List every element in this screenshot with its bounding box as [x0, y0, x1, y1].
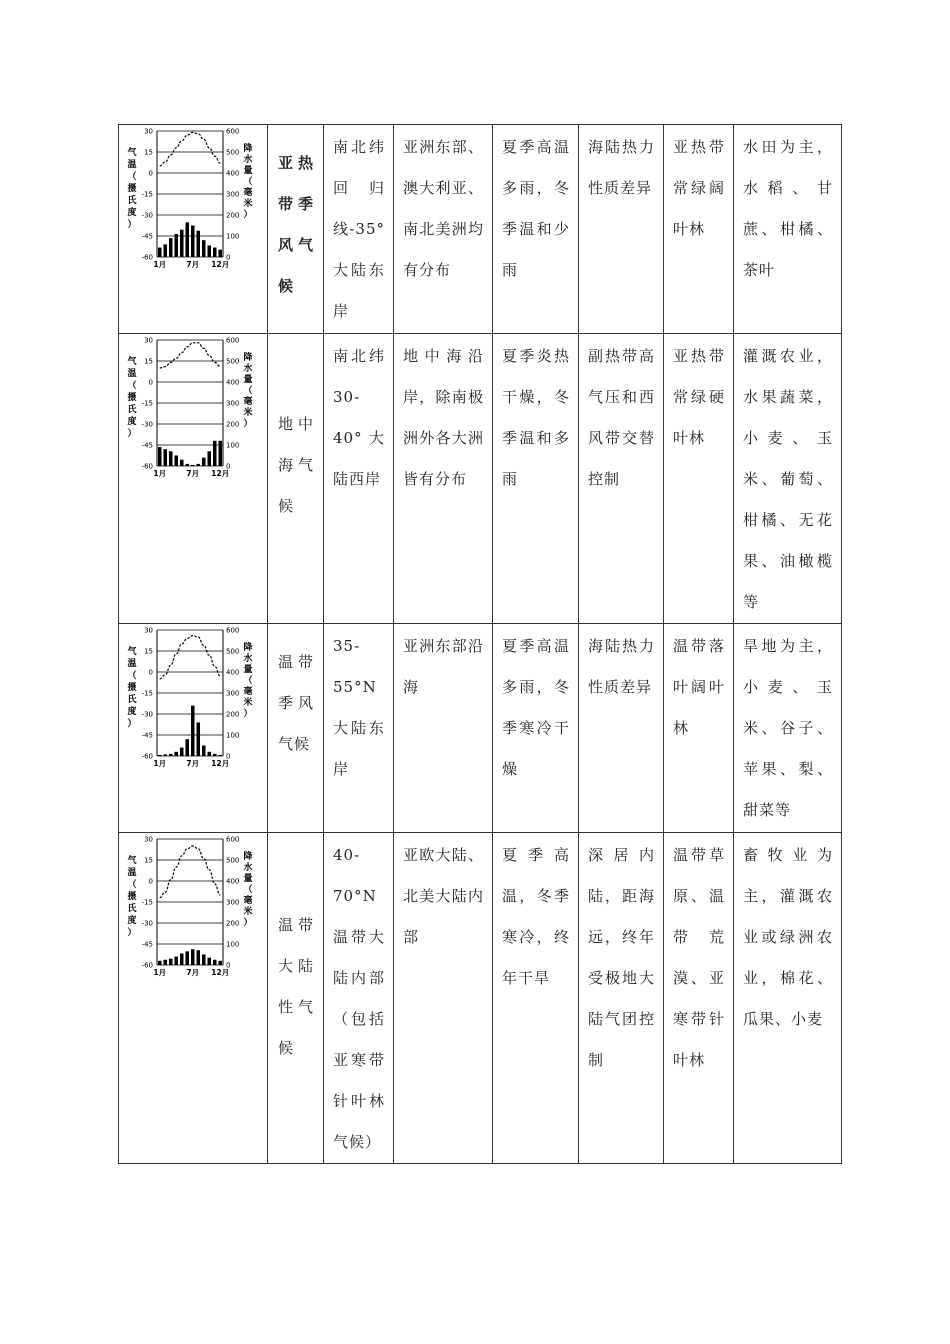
vegetation-cell	[664, 334, 734, 624]
precip-bar	[202, 240, 206, 257]
cause-text: 海陆热力性质差异	[588, 637, 655, 696]
temp-axis-label-char: 摄	[127, 892, 137, 902]
precip-axis-label-char: 量	[243, 375, 253, 385]
precip-tick-label: 600	[226, 835, 240, 844]
temp-axis-label-char: ）	[127, 928, 137, 938]
temp-tick-label: 0	[148, 668, 153, 677]
climate-name-cell	[268, 624, 324, 833]
climate-chart	[119, 624, 267, 816]
precip-tick-label: 100	[226, 232, 240, 241]
temp-axis-label-char: 摄	[127, 683, 137, 693]
temp-axis-label-char: 度	[127, 417, 137, 427]
temp-tick-label: -30	[141, 710, 153, 719]
temp-tick-label: -45	[141, 731, 153, 740]
climate-feature-text: 夏季炎热干燥，冬季温和多雨	[502, 347, 570, 488]
month-label: 12月	[211, 968, 230, 977]
temperature-curve	[160, 343, 221, 368]
climate-feature-cell	[493, 833, 579, 1164]
cause-cell	[579, 833, 664, 1164]
precip-tick-label: 0	[226, 752, 231, 761]
precip-tick-label: 300	[226, 689, 240, 698]
table-row	[119, 125, 842, 334]
cause-cell	[579, 125, 664, 334]
temp-tick-label: 30	[144, 127, 153, 136]
precip-bar	[196, 950, 200, 965]
precip-bar	[202, 458, 206, 466]
precip-bar	[163, 449, 167, 466]
distribution-text: 亚洲东部、澳大利亚、南北美洲均有分布	[403, 138, 484, 279]
location-cell	[324, 334, 394, 624]
precip-bar	[218, 441, 222, 466]
distribution-cell	[394, 125, 493, 334]
vegetation-cell	[664, 833, 734, 1164]
temp-tick-label: -15	[141, 689, 153, 698]
precip-tick-label: 400	[226, 169, 240, 178]
vegetation-cell	[664, 125, 734, 334]
location-text: 40-70°N温带大陆内部（包括亚寒带针叶林气候）	[333, 846, 385, 1151]
temp-axis-label-char: 度	[127, 916, 137, 926]
cause-text: 海陆热力性质差异	[588, 138, 655, 197]
temp-axis-label-char: （	[127, 381, 137, 391]
temp-axis-label-char: 气	[127, 647, 137, 657]
month-label: 7月	[186, 260, 200, 269]
precip-bar	[169, 754, 173, 756]
location-cell	[324, 833, 394, 1164]
temp-axis-label-char: 度	[127, 707, 137, 717]
climate-name: 亚热带季风气候	[278, 154, 314, 295]
temp-axis-label-char: ）	[127, 429, 137, 439]
temp-tick-label: -15	[141, 399, 153, 408]
climate-name-cell	[268, 334, 324, 624]
precip-bar	[174, 234, 178, 257]
precip-tick-label: 200	[226, 420, 240, 429]
temp-tick-label: -60	[141, 961, 153, 970]
precip-bar	[174, 456, 178, 467]
precip-axis-label-char: 量	[243, 166, 253, 176]
precip-axis-label-char: 毫	[243, 397, 253, 407]
temp-tick-label: -60	[141, 752, 153, 761]
agriculture-cell	[734, 125, 842, 334]
month-label: 7月	[186, 968, 200, 977]
temp-tick-label: -45	[141, 441, 153, 450]
precip-bar	[169, 959, 173, 965]
precip-tick-label: 600	[226, 127, 240, 136]
location-text: 南北纬回归线-35°大陆东岸	[333, 138, 385, 320]
precip-axis-label-char: 毫	[243, 896, 253, 906]
temp-axis-label-char: 氏	[127, 904, 137, 914]
precip-tick-label: 300	[226, 399, 240, 408]
precip-axis-label-char: 水	[243, 364, 253, 374]
month-label: 12月	[211, 759, 230, 768]
temp-tick-label: -45	[141, 232, 153, 241]
precip-axis-label-char: 米	[243, 698, 253, 708]
precip-tick-label: 300	[226, 190, 240, 199]
climate-name-cell	[268, 125, 324, 334]
climate-chart	[119, 833, 267, 1025]
precip-bar	[163, 754, 167, 756]
cause-cell	[579, 334, 664, 624]
precip-bar	[158, 961, 162, 965]
temp-axis-label-char: 摄	[127, 184, 137, 194]
precip-axis-label-char: 降	[243, 643, 253, 653]
precip-bar	[180, 230, 184, 257]
climate-name: 地中海气候	[278, 415, 314, 515]
climate-feature-text: 夏季高温多雨，冬季寒冷干燥	[502, 637, 570, 778]
precip-bar	[158, 248, 162, 257]
temp-tick-label: -15	[141, 898, 153, 907]
precip-bar	[218, 250, 222, 257]
precip-tick-label: 0	[226, 462, 231, 471]
cause-text: 副热带高气压和西风带交替控制	[588, 347, 655, 488]
climate-chart-cell	[119, 334, 268, 624]
precip-axis-label-char: 水	[243, 155, 253, 165]
distribution-text: 亚洲东部沿海	[403, 637, 484, 696]
agriculture-text: 水田为主，水稻、甘蔗、柑橘、茶叶	[743, 138, 833, 279]
precip-tick-label: 100	[226, 940, 240, 949]
temp-axis-label-char: （	[127, 172, 137, 182]
precip-axis-label-char: 水	[243, 654, 253, 664]
precip-bar	[191, 949, 195, 965]
climate-name: 温带季风气候	[278, 653, 314, 753]
precip-axis-label-char: ）	[243, 419, 253, 429]
precip-bar	[213, 754, 217, 756]
precip-bar	[185, 951, 189, 965]
precip-bar	[196, 464, 200, 466]
precip-axis-label-char: 毫	[243, 188, 253, 198]
temp-tick-label: 0	[148, 169, 153, 178]
temp-tick-label: 30	[144, 835, 153, 844]
precip-axis-label-char: 降	[243, 353, 253, 363]
precip-bar	[185, 222, 189, 257]
temp-tick-label: 0	[148, 378, 153, 387]
temp-tick-label: -60	[141, 253, 153, 262]
month-label: 12月	[211, 469, 230, 478]
temp-axis-label-char: 气	[127, 856, 137, 866]
agriculture-text: 畜牧业为主，灌溉农业或绿洲农业，棉花、瓜果、小麦	[743, 846, 833, 1028]
month-label: 12月	[211, 260, 230, 269]
vegetation-text: 温带草原、温带荒漠、亚寒带针叶林	[673, 846, 725, 1069]
precip-axis-label-char: 水	[243, 863, 253, 873]
cause-text: 深居内陆，距海远，终年受极地大陆气团控制	[588, 846, 655, 1069]
climate-chart	[119, 125, 267, 317]
climate-table	[118, 124, 842, 1164]
precip-tick-label: 500	[226, 647, 240, 656]
climate-chart-cell	[119, 624, 268, 833]
precip-bar	[185, 739, 189, 756]
precip-tick-label: 300	[226, 898, 240, 907]
temp-axis-label-char: 氏	[127, 196, 137, 206]
month-label: 1月	[153, 469, 167, 478]
temp-axis-label-char: 度	[127, 208, 137, 218]
month-label: 1月	[153, 759, 167, 768]
climate-feature-cell	[493, 125, 579, 334]
precip-axis-label-char: ）	[243, 709, 253, 719]
distribution-cell	[394, 624, 493, 833]
precip-axis-label-char: （	[243, 676, 253, 686]
month-label: 1月	[153, 968, 167, 977]
precip-tick-label: 400	[226, 668, 240, 677]
distribution-text: 亚欧大陆、北美大陆内部	[403, 846, 484, 946]
precip-tick-label: 600	[226, 336, 240, 345]
precip-bar	[169, 238, 173, 257]
precip-bar	[185, 464, 189, 466]
precip-tick-label: 400	[226, 378, 240, 387]
precip-bar	[174, 752, 178, 756]
precip-axis-label-char: 米	[243, 408, 253, 418]
agriculture-cell	[734, 334, 842, 624]
precip-bar	[180, 460, 184, 466]
climate-name-cell	[268, 833, 324, 1164]
temp-axis-label-char: 氏	[127, 405, 137, 415]
precip-bar	[207, 451, 211, 466]
precip-axis-label-char: 量	[243, 665, 253, 675]
precip-bar	[163, 244, 167, 257]
precip-bar	[163, 960, 167, 965]
precip-tick-label: 100	[226, 441, 240, 450]
precip-bar	[196, 231, 200, 257]
precip-bar	[191, 706, 195, 756]
vegetation-text: 亚热带常绿阔叶林	[673, 138, 725, 238]
climate-name: 温带大陆性气候	[278, 916, 314, 1057]
temp-tick-label: 0	[148, 877, 153, 886]
location-cell	[324, 125, 394, 334]
precip-tick-label: 100	[226, 731, 240, 740]
precip-bar	[213, 960, 217, 965]
precip-bar	[180, 953, 184, 965]
temp-tick-label: -15	[141, 190, 153, 199]
temp-tick-label: 15	[144, 647, 153, 656]
precip-tick-label: 500	[226, 357, 240, 366]
temperature-curve	[160, 636, 221, 679]
precip-bar	[191, 226, 195, 258]
temp-tick-label: -30	[141, 420, 153, 429]
precip-axis-label-char: 降	[243, 852, 253, 862]
precip-tick-label: 400	[226, 877, 240, 886]
cause-cell	[579, 624, 664, 833]
precip-axis-label-char: 量	[243, 874, 253, 884]
precip-tick-label: 0	[226, 961, 231, 970]
temp-axis-label-char: 氏	[127, 695, 137, 705]
temp-axis-label-char: （	[127, 671, 137, 681]
precip-axis-label-char: ）	[243, 918, 253, 928]
temp-axis-label-char: 温	[127, 659, 137, 669]
climate-chart-cell	[119, 833, 268, 1164]
temp-axis-label-char: 气	[127, 148, 137, 158]
precip-bar	[207, 958, 211, 965]
precip-axis-label-char: 米	[243, 199, 253, 209]
precip-bar	[169, 451, 173, 466]
temp-tick-label: 15	[144, 856, 153, 865]
vegetation-text: 温带落叶阔叶林	[673, 637, 725, 737]
precip-bar	[207, 245, 211, 257]
table-row	[119, 624, 842, 833]
precip-bar	[202, 746, 206, 757]
location-text: 35-55°N大陆东岸	[333, 637, 385, 778]
climate-feature-cell	[493, 624, 579, 833]
climate-chart-cell	[119, 125, 268, 334]
precip-bar	[207, 752, 211, 756]
precip-bar	[218, 755, 222, 756]
temp-axis-label-char: ）	[127, 220, 137, 230]
precip-axis-label-char: （	[243, 885, 253, 895]
precip-bar	[218, 961, 222, 965]
temp-tick-label: 15	[144, 357, 153, 366]
month-label: 7月	[186, 469, 200, 478]
table-row	[119, 833, 842, 1164]
precip-axis-label-char: ）	[243, 210, 253, 220]
precip-tick-label: 500	[226, 856, 240, 865]
temp-tick-label: -30	[141, 919, 153, 928]
precip-bar	[202, 955, 206, 966]
location-cell	[324, 624, 394, 833]
distribution-text: 地中海沿岸，除南极洲外各大洲皆有分布	[403, 347, 484, 488]
temp-tick-label: 30	[144, 626, 153, 635]
agriculture-cell	[734, 833, 842, 1164]
temp-tick-label: -45	[141, 940, 153, 949]
temperature-curve	[160, 132, 221, 166]
precip-axis-label-char: 米	[243, 907, 253, 917]
precip-tick-label: 0	[226, 253, 231, 262]
precip-axis-label-char: （	[243, 177, 253, 187]
precip-bar	[158, 755, 162, 756]
temp-tick-label: 30	[144, 336, 153, 345]
month-label: 7月	[186, 759, 200, 768]
temp-tick-label: -60	[141, 462, 153, 471]
precip-bar	[213, 441, 217, 466]
precip-bar	[180, 748, 184, 756]
temp-axis-label-char: （	[127, 880, 137, 890]
precip-axis-label-char: （	[243, 386, 253, 396]
precip-axis-label-char: 降	[243, 144, 253, 154]
precip-tick-label: 600	[226, 626, 240, 635]
precip-bar	[158, 447, 162, 466]
precip-bar	[191, 465, 195, 466]
precip-bar	[196, 722, 200, 756]
agriculture-text: 灌溉农业，水果蔬菜，小麦、玉米、葡萄、柑橘、无花果、油橄榄等	[743, 347, 833, 611]
distribution-cell	[394, 334, 493, 624]
climate-feature-text: 夏季高温多雨，冬季温和少雨	[502, 138, 570, 279]
climate-feature-text: 夏季高温，冬季寒冷，终年干旱	[502, 846, 570, 987]
temp-tick-label: 15	[144, 148, 153, 157]
month-label: 1月	[153, 260, 167, 269]
vegetation-cell	[664, 624, 734, 833]
precip-tick-label: 200	[226, 710, 240, 719]
climate-chart	[119, 334, 267, 526]
precip-tick-label: 200	[226, 919, 240, 928]
temp-axis-label-char: 温	[127, 868, 137, 878]
agriculture-cell	[734, 624, 842, 833]
temp-axis-label-char: 温	[127, 160, 137, 170]
temp-axis-label-char: 气	[127, 357, 137, 367]
temp-tick-label: -30	[141, 211, 153, 220]
temp-axis-label-char: ）	[127, 719, 137, 729]
precip-axis-label-char: 毫	[243, 687, 253, 697]
precip-bar	[213, 248, 217, 257]
climate-feature-cell	[493, 334, 579, 624]
vegetation-text: 亚热带常绿硬叶林	[673, 347, 725, 447]
agriculture-text: 旱地为主，小麦、玉米、谷子、苹果、梨、甜菜等	[743, 637, 833, 819]
distribution-cell	[394, 833, 493, 1164]
precip-bar	[174, 957, 178, 965]
temperature-curve	[160, 846, 221, 898]
location-text: 南北纬30-40°大陆西岸	[333, 347, 385, 488]
temp-axis-label-char: 温	[127, 369, 137, 379]
precip-tick-label: 200	[226, 211, 240, 220]
table-row	[119, 334, 842, 624]
temp-axis-label-char: 摄	[127, 393, 137, 403]
precip-tick-label: 500	[226, 148, 240, 157]
